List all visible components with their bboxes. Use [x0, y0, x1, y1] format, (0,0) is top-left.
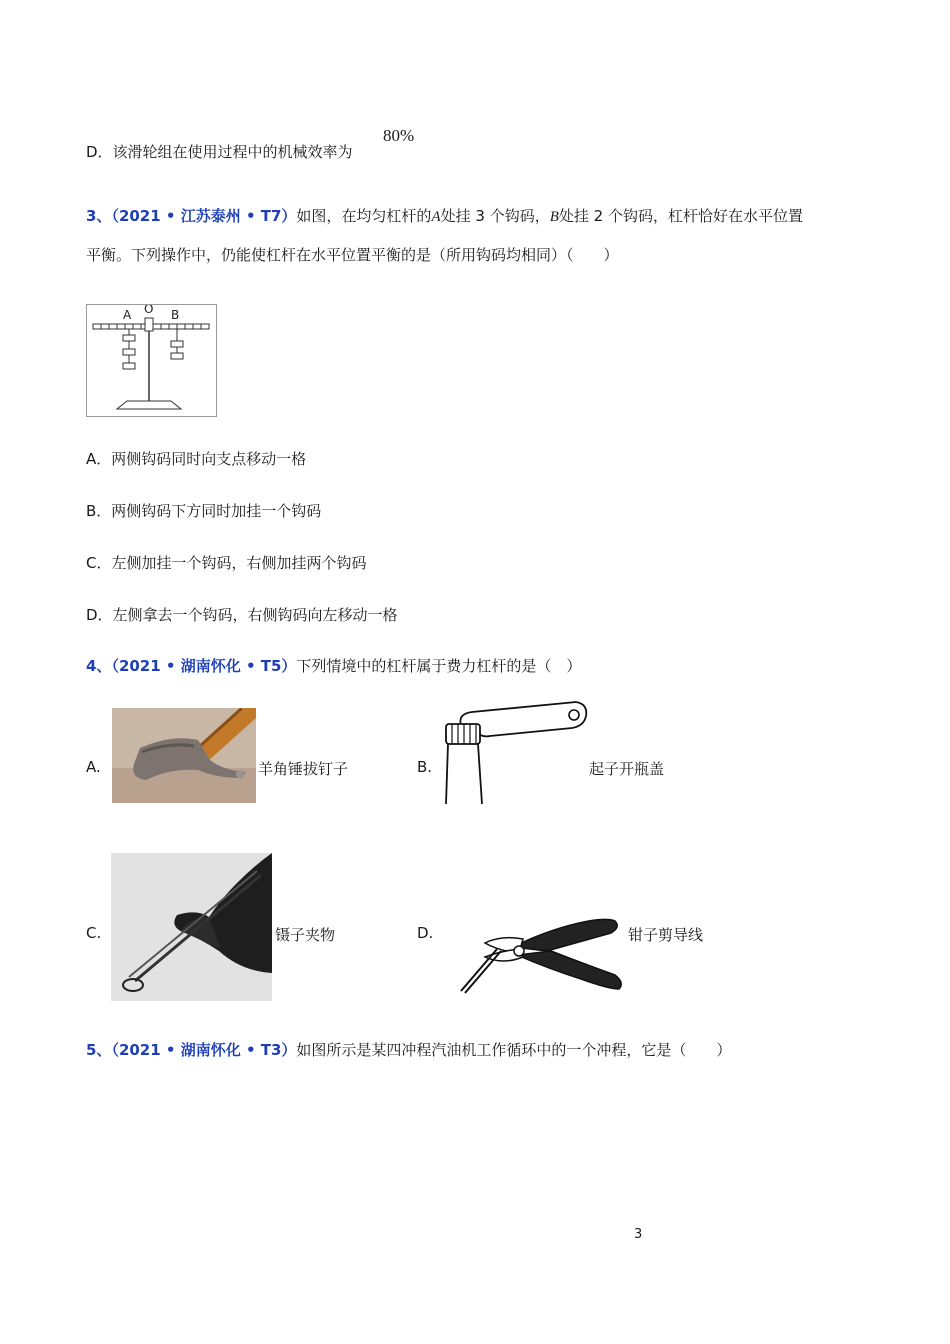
- q3-option-a: A．两侧钩码同时向支点移动一格: [86, 450, 307, 468]
- q4-number: 4、: [86, 657, 112, 675]
- q2-option-d: [86, 141, 353, 162]
- lever-label-o: O: [144, 305, 154, 316]
- q3-point-a: A: [431, 209, 441, 225]
- lever-label-b: B: [171, 308, 180, 322]
- q5-number: 5、: [86, 1041, 112, 1059]
- q4-option-d-caption: 钳子剪导线: [628, 926, 704, 944]
- q3-option-c: C．左侧加挂一个钩码，右侧加挂两个钩码: [86, 554, 367, 572]
- page-number: 3: [634, 1227, 643, 1242]
- q4-option-c-caption: 镊子夹物: [275, 926, 336, 944]
- q4-option-b-letter: B.: [417, 758, 433, 776]
- q3-stem-line2: 平衡。下列操作中，仍能使杠杆在水平位置平衡的是（所用钩码均相同）（ ）: [86, 246, 619, 264]
- lever-diagram: [87, 305, 216, 416]
- q4-option-c-letter: C.: [86, 924, 102, 942]
- lever-label-a: A: [123, 308, 132, 322]
- q3-number: 3、: [86, 207, 112, 225]
- q5-stem-text: 如图所示是某四冲程汽油机工作循环中的一个冲程，它是（ ）: [296, 1041, 732, 1059]
- q2-option-d-value: 80%: [383, 126, 415, 145]
- q3-source: （2021 • 江苏泰州 • T7）: [111, 207, 297, 225]
- q3-option-d: D．左侧拿去一个钩码，右侧钩码向左移动一格: [86, 606, 398, 624]
- q4-option-a-letter: A.: [86, 758, 101, 776]
- q3-option-b: B．两侧钩码下方同时加挂一个钩码: [86, 502, 322, 520]
- bottle-opener-figure: [436, 700, 590, 806]
- q4-option-d-letter: D.: [417, 924, 434, 942]
- q2-option-d-text: D．该滑轮组在使用过程中的机械效率为: [86, 143, 353, 161]
- q5-stem: [86, 1039, 731, 1060]
- hammer-photo: [112, 708, 256, 803]
- q4-option-a-caption: 羊角锤拔钉子: [258, 760, 349, 778]
- q3-stem-part1: 如图，在均匀杠杆的: [296, 207, 432, 225]
- pliers-figure: [455, 913, 625, 998]
- q5-source: （2021 • 湖南怀化 • T3）: [111, 1041, 297, 1059]
- q3-stem-part2: 处挂 3 个钩码，: [440, 207, 550, 225]
- tweezers-photo: [111, 853, 272, 1001]
- q3-stem-part3: 处挂 2 个钩码，杠杆恰好在水平位置: [558, 207, 803, 225]
- q4-stem-text: 下列情境中的杠杆属于费力杠杆的是（ ）: [296, 657, 582, 675]
- q4-option-b-caption: 起子开瓶盖: [589, 760, 665, 778]
- q4-stem: [86, 655, 581, 676]
- q3-point-b: B: [549, 209, 559, 225]
- q4-source: （2021 • 湖南怀化 • T5）: [111, 657, 297, 675]
- q3-stem-line1: [86, 205, 803, 226]
- lever-figure: [86, 304, 217, 417]
